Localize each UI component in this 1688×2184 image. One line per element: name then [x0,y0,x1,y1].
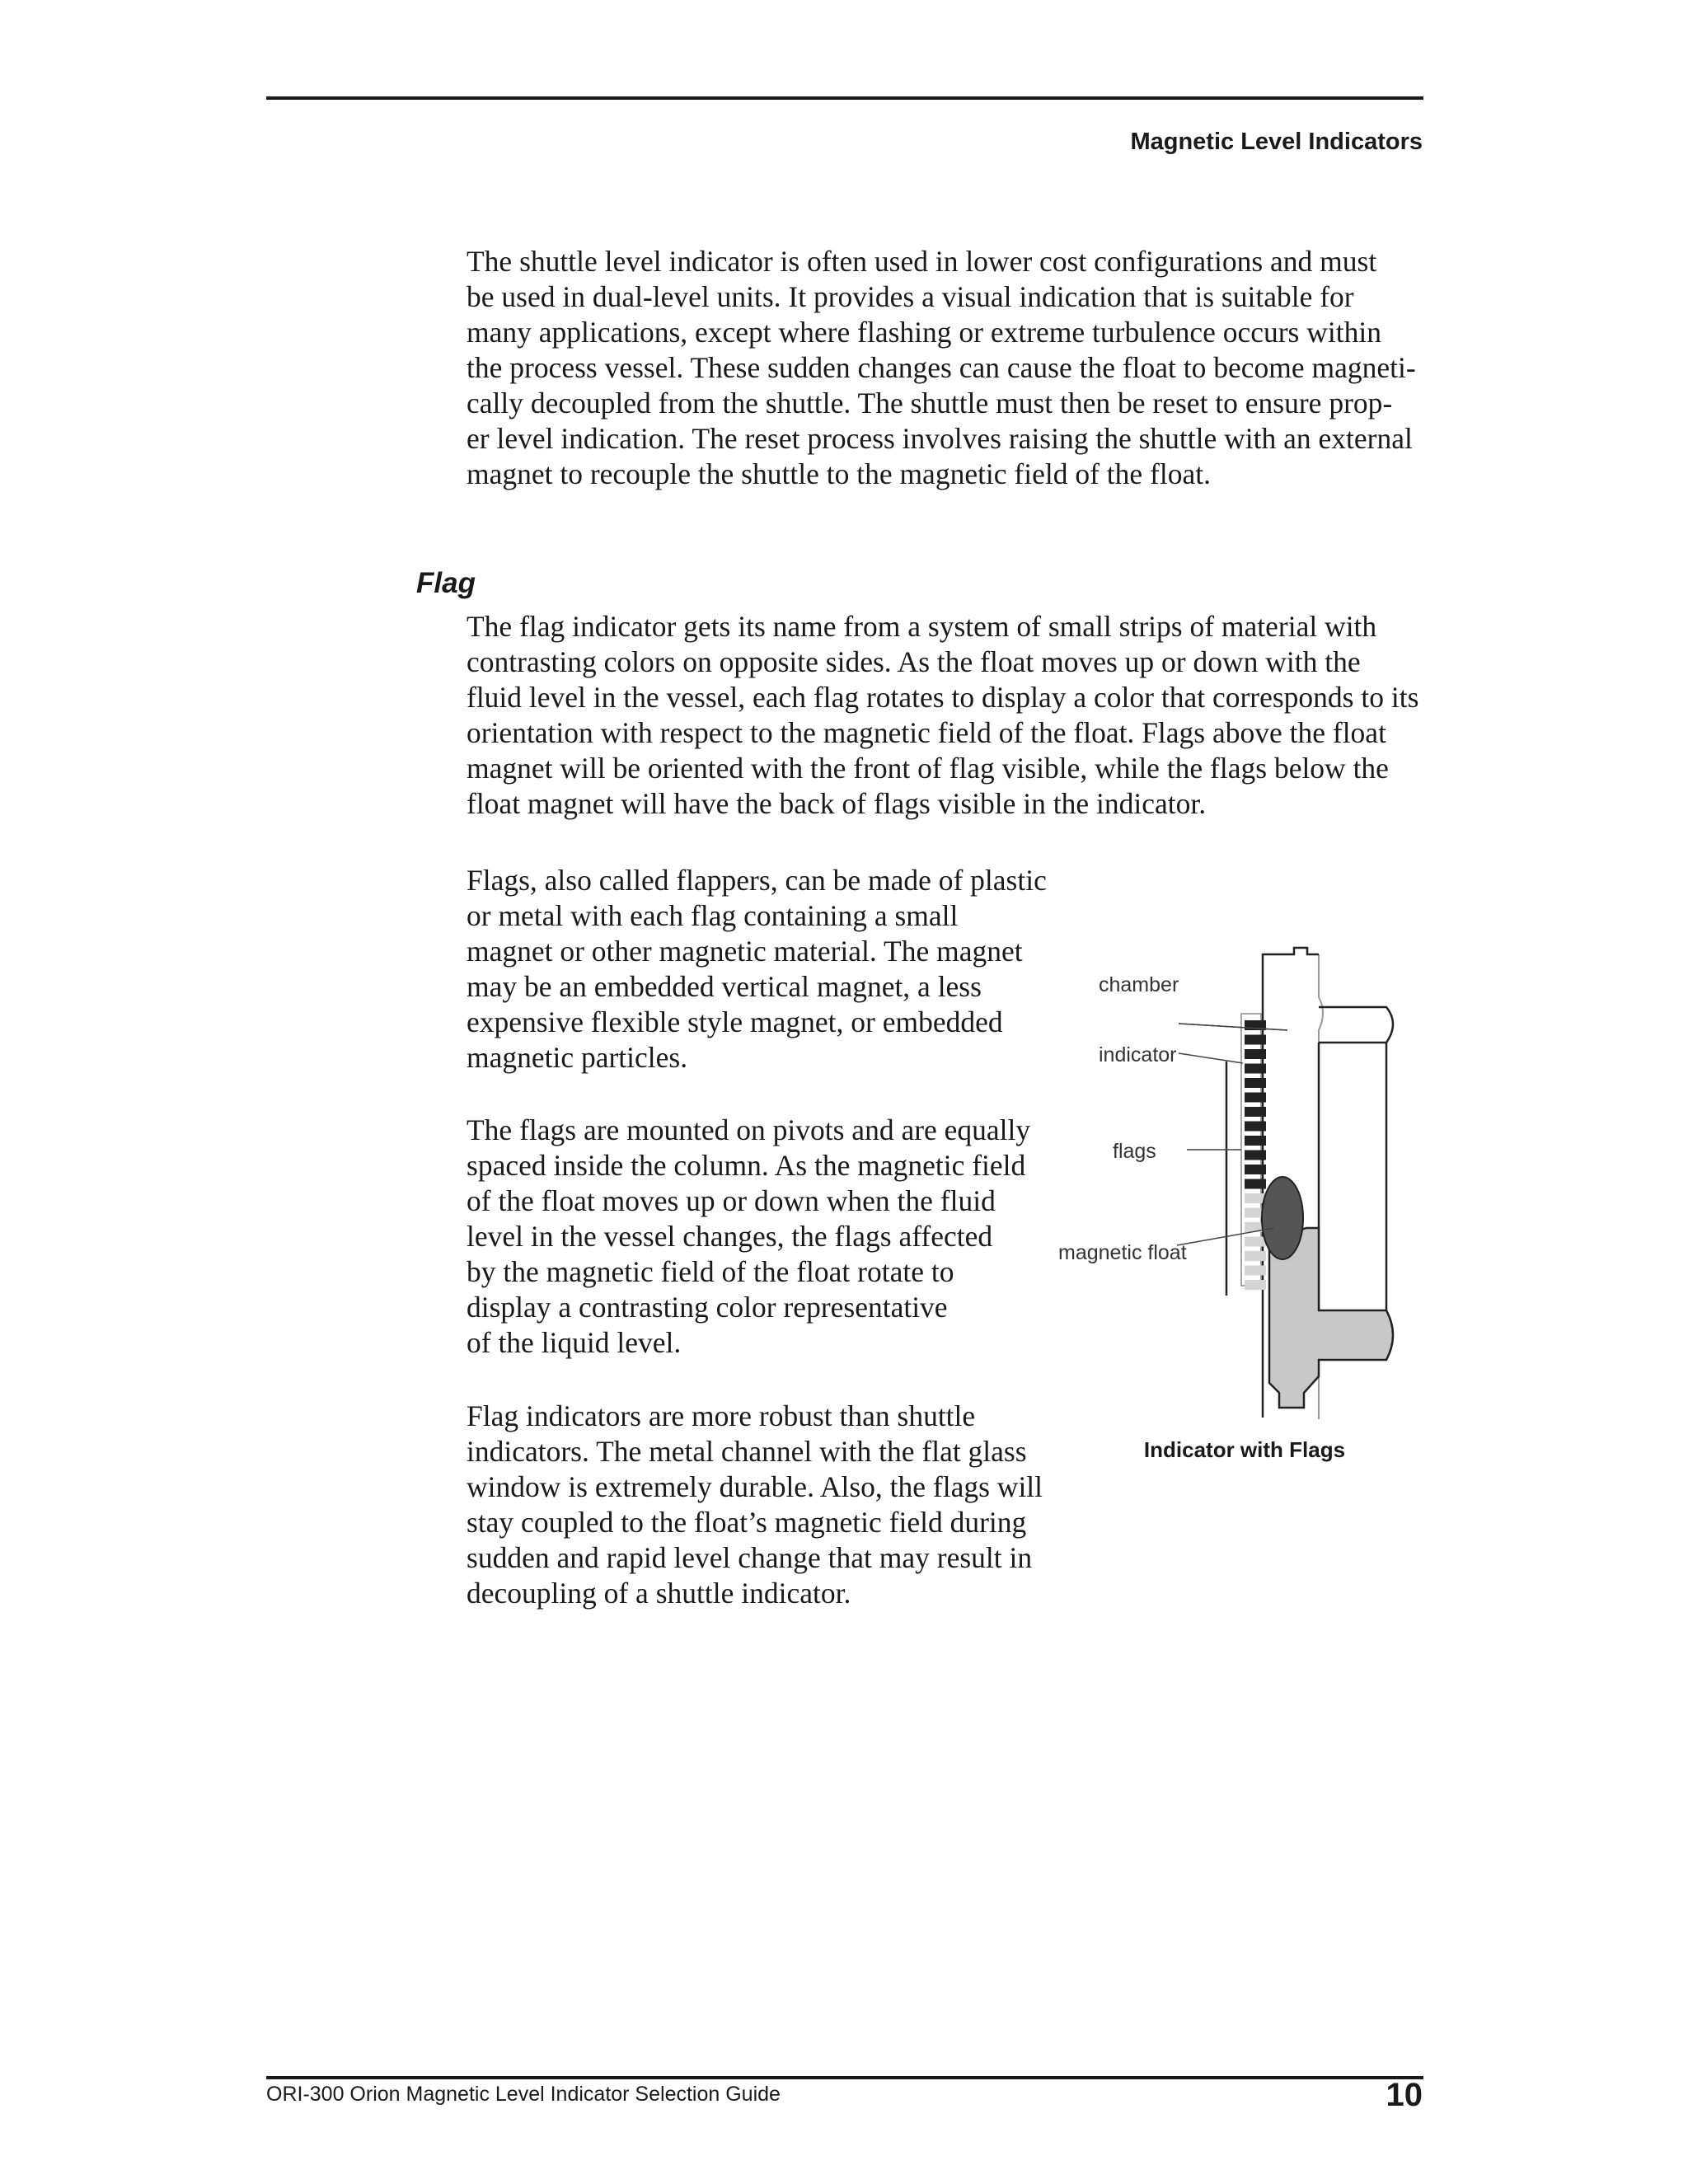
header-rule [266,96,1423,100]
text-line: decoupling of a shuttle indicator. [467,1577,851,1610]
text-line: contrasting colors on opposite sides. As the float moves up or down with the [467,645,1361,678]
flag-strip [1245,1151,1266,1160]
label-indicator: indicator [1099,1043,1177,1066]
text-line: The shuttle level indicator is often used in lower cost configurations and must [467,245,1377,278]
flag-strip [1245,1179,1266,1189]
page-number: 10 [1386,2077,1423,2113]
flag-indicator-diagram [1047,948,1418,1462]
flag-strip [1245,1078,1266,1088]
text-line: be used in dual-level units. It provides a visual indication that is suitable for [467,280,1354,313]
text-line: The flags are mounted on pivots and are equally [467,1113,1031,1146]
flag-strip [1245,1136,1266,1146]
label-magnetic-float: magnetic float [1058,1241,1187,1264]
text-line: magnet or other magnetic material. The magnet [467,935,1023,968]
label-chamber: chamber [1099,973,1179,996]
section-heading-flag: Flag [416,567,476,599]
text-line: or metal with each flag containing a small [467,899,959,932]
flag-paragraph-1 [467,609,1418,822]
text-line: of the float moves up or down when the fluid [467,1184,996,1217]
flag-strip [1245,1107,1266,1117]
text-line: window is extremely durable. Also, the flags will [467,1470,1043,1503]
chamber-top-pipe [1319,1007,1393,1043]
text-line: of the liquid level. [467,1326,682,1359]
flag-strip [1245,1122,1266,1132]
indicator-leader [1179,1053,1243,1063]
label-flags: flags [1113,1140,1156,1163]
text-line: sudden and rapid level change that may result in [467,1541,1033,1574]
text-line: expensive flexible style magnet, or embedded [467,1005,1003,1038]
text-line: the process vessel. These sudden changes can cause the float to become magneti- [467,351,1416,384]
flag-paragraph-2 [467,863,1047,1076]
flag-strip [1245,1093,1266,1103]
footer-rule [266,2076,1423,2079]
flag-strip [1245,1049,1266,1059]
text-line: er level indication. The reset process involves raising the shuttle with an external [467,422,1413,455]
text-line: fluid level in the vessel, each flag rotates to display a color that corresponds to its [467,681,1419,714]
text-line: by the magnetic field of the float rotate to [467,1255,954,1288]
text-line: The flag indicator gets its name from a system of small strips of material with [467,610,1377,643]
flag-strip [1245,1035,1266,1045]
flag-paragraph-3 [467,1113,1030,1361]
text-line: indicators. The metal channel with the flat glass [467,1435,1027,1468]
inner-tube [1319,1043,1386,1312]
flag-strip [1245,1064,1266,1074]
flag-strip [1245,1165,1266,1174]
text-line: may be an embedded vertical magnet, a less [467,970,982,1003]
flag-strip [1245,1251,1266,1261]
flag-strip [1245,1266,1266,1276]
text-line: cally decoupled from the shuttle. The shuttle must then be reset to ensure prop- [467,387,1393,419]
text-line: magnetic particles. [467,1041,688,1074]
text-line: magnet will be oriented with the front of flag visible, while the flags below the [467,752,1389,785]
text-line: display a contrasting color representative [467,1291,948,1324]
text-line: spaced inside the column. As the magnetic field [467,1149,1026,1182]
text-line: level in the vessel changes, the flags affected [467,1220,993,1253]
flag-paragraph-4 [467,1399,1043,1611]
intro-paragraph [467,244,1416,492]
text-line: orientation with respect to the magnetic field of the float. Flags above the float [467,716,1386,749]
running-header: Magnetic Level Indicators [1130,129,1423,155]
text-line: many applications, except where flashing or extreme turbulence occurs within [467,316,1381,349]
text-line: stay coupled to the float’s magnetic field during [467,1506,1027,1539]
text-line: Flag indicators are more robust than shuttle [467,1399,976,1432]
text-line: magnet to recouple the shuttle to the magnetic field of the float. [467,457,1211,490]
magnetic-float [1262,1177,1303,1259]
chamber-leader-2 [1179,1024,1287,1030]
footer-guide-title: ORI-300 Orion Magnetic Level Indicator Selection Guide [266,2083,781,2106]
flag-strip [1245,1280,1266,1290]
flag-strip [1245,1237,1266,1247]
text-line: float magnet will have the back of flags visible in the indicator. [467,787,1207,820]
diagram-caption: Indicator with Flags [1143,1437,1346,1462]
text-line: Flags, also called flappers, can be made of plastic [467,864,1047,897]
